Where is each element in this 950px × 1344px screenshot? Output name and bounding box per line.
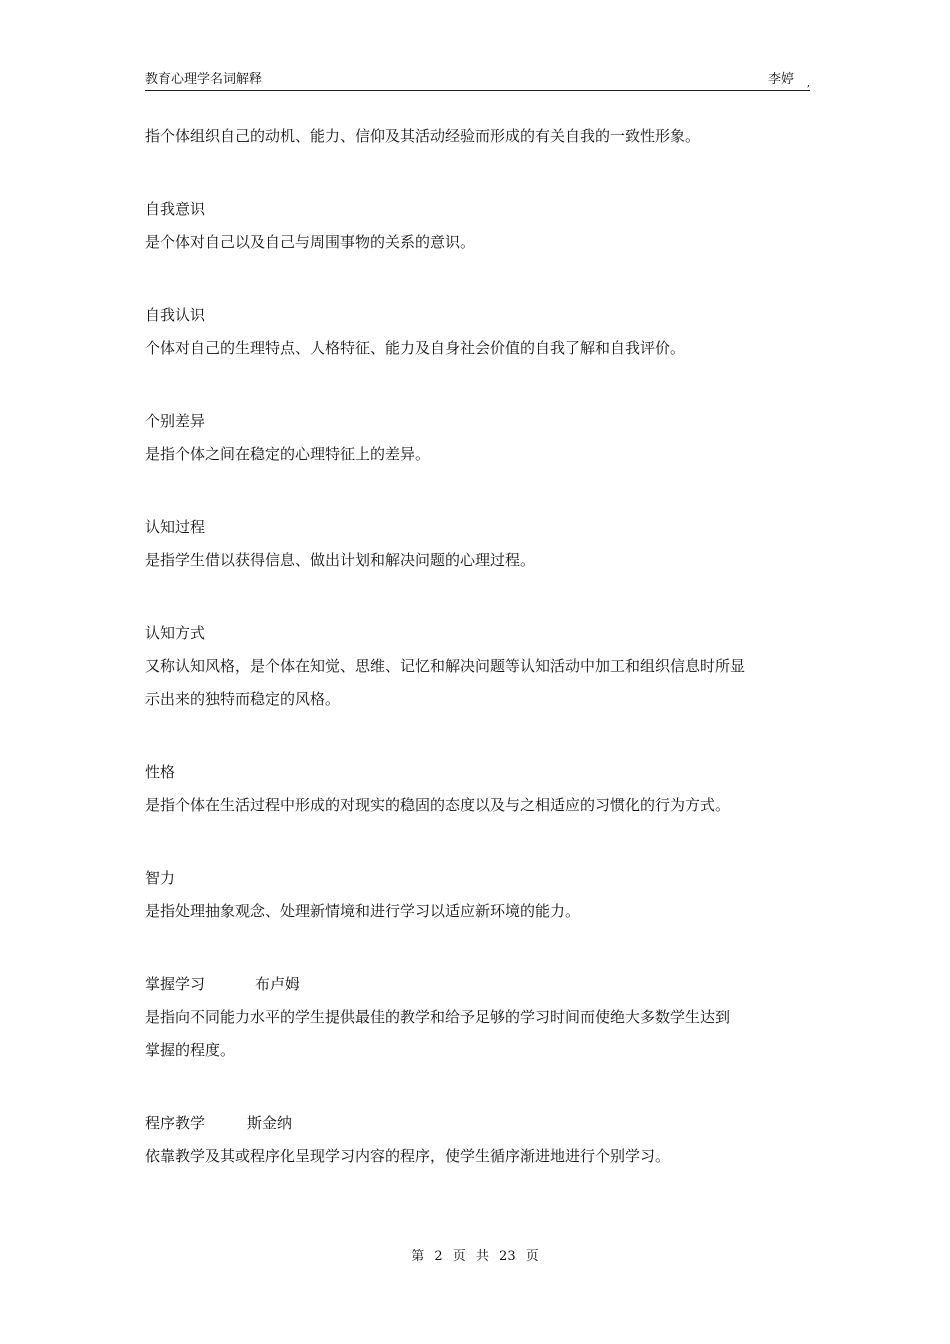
term-definition-line-1: 又称认知风格，是个体在知觉、思维、记忆和解决问题等认知活动中加工和组织信息时所显 bbox=[145, 657, 746, 675]
glossary-entry bbox=[145, 511, 810, 577]
intro-definition: 指个体组织自己的动机、能力、信仰及其活动经验而形成的有关自我的一致性形象。 bbox=[145, 127, 701, 145]
term-definition: 是个体对自己以及自己与周围事物的关系的意识。 bbox=[145, 233, 476, 251]
term-definition: 依靠教学及其或程序化呈现学习内容的程序，使学生循序渐进地进行个别学习。 bbox=[145, 1147, 671, 1165]
glossary-entry bbox=[145, 1107, 810, 1173]
glossary-entry bbox=[145, 862, 810, 928]
term-author: 斯金纳 bbox=[247, 1114, 293, 1132]
term-title: 掌握学习 bbox=[145, 975, 206, 993]
glossary-entry bbox=[145, 617, 810, 716]
term-row bbox=[145, 511, 810, 544]
term-row bbox=[145, 405, 810, 438]
term-author: 布卢姆 bbox=[255, 975, 301, 993]
page-number-footer: 第 2 页 共 23 页 bbox=[411, 1249, 539, 1264]
term-definition: 是指个体之间在稳定的心理特征上的差异。 bbox=[145, 445, 431, 463]
term-title: 自我意识 bbox=[145, 200, 206, 218]
term-definition: 是指学生借以获得信息、做出计划和解决问题的心理过程。 bbox=[145, 551, 536, 569]
page-header bbox=[145, 72, 810, 91]
term-definition: 是指处理抽象观念、处理新情境和进行学习以适应新环境的能力。 bbox=[145, 902, 581, 920]
term-title: 智力 bbox=[145, 869, 176, 887]
term-row bbox=[145, 968, 810, 1001]
term-row bbox=[145, 862, 810, 895]
document-body bbox=[145, 120, 810, 1173]
term-title: 认知方式 bbox=[145, 624, 206, 642]
term-definition-line-2: 示出来的独特而稳定的风格。 bbox=[145, 690, 341, 708]
term-title: 个别差异 bbox=[145, 412, 206, 430]
term-row bbox=[145, 617, 810, 650]
term-row bbox=[145, 193, 810, 226]
glossary-entry bbox=[145, 299, 810, 365]
term-title: 认知过程 bbox=[145, 518, 206, 536]
term-row bbox=[145, 756, 810, 789]
term-row bbox=[145, 299, 810, 332]
term-title: 性格 bbox=[145, 763, 176, 781]
glossary-entry bbox=[145, 756, 810, 822]
term-definition: 是指个体在生活过程中形成的对现实的稳固的态度以及与之相适应的习惯化的行为方式。 bbox=[145, 796, 731, 814]
term-definition-line-1: 是指向不同能力水平的学生提供最佳的教学和给予足够的学习时间而使绝大多数学生达到 bbox=[145, 1008, 731, 1026]
term-definition-line-2: 掌握的程度。 bbox=[145, 1041, 236, 1059]
glossary-entry bbox=[145, 405, 810, 471]
term-definition: 个体对自己的生理特点、人格特征、能力及自身社会价值的自我了解和自我评价。 bbox=[145, 339, 686, 357]
glossary-entry bbox=[145, 968, 810, 1067]
glossary-entry bbox=[145, 193, 810, 259]
term-title: 自我认识 bbox=[145, 306, 206, 324]
term-row bbox=[145, 1107, 810, 1140]
header-mark: , bbox=[806, 78, 810, 89]
header-author: 李婷 bbox=[767, 72, 794, 87]
header-document-title: 教育心理学名词解释 bbox=[145, 72, 263, 87]
term-title: 程序教学 bbox=[145, 1114, 206, 1132]
